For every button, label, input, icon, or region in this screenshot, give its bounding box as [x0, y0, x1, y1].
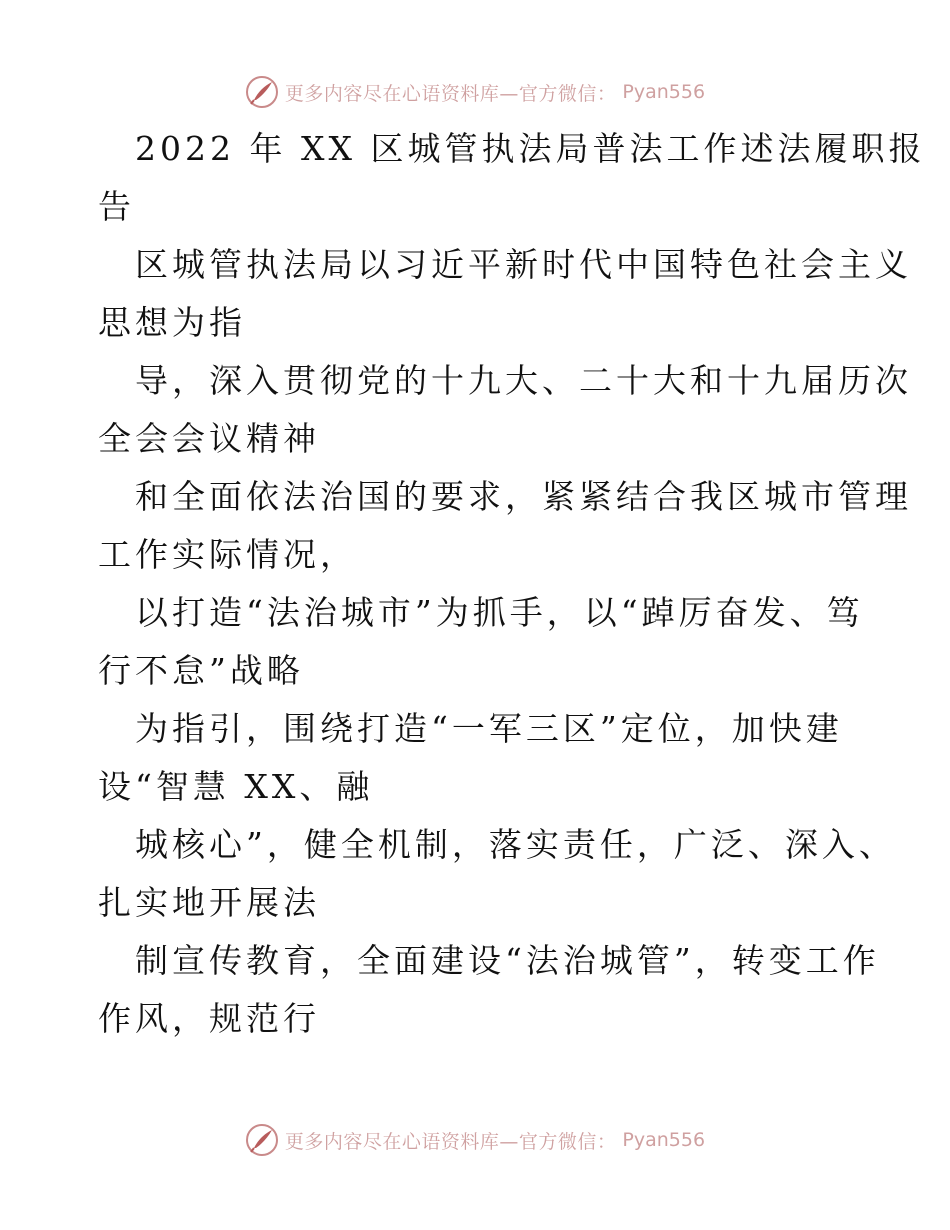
paragraph-line: 设“智慧 XX、融 — [98, 767, 374, 806]
paragraph-line: 以打造“法治城市”为抓手，以“踔厉奋发、笃 — [135, 593, 864, 632]
quill-logo-icon — [245, 1123, 279, 1157]
watermark-text: 更多内容尽在心语资料库—官方微信： — [284, 82, 617, 105]
document-body — [98, 120, 926, 1048]
footer-watermark — [0, 1120, 950, 1160]
paragraph-line: 行不怠”战略 — [98, 651, 304, 690]
title-line-2: 告 — [98, 187, 135, 226]
watermark-text: 更多内容尽在心语资料库—官方微信： — [284, 1130, 617, 1153]
paragraph-line: 城核心”，健全机制，落实责任，广泛、深入、 — [135, 825, 896, 864]
paragraph-line: 工作实际情况， — [98, 535, 357, 574]
paragraph-line: 为指引，围绕打造“一军三区”定位，加快建 — [135, 709, 843, 748]
paragraph-line: 和全面依法治国的要求，紧紧结合我区城市管理 — [135, 477, 912, 516]
paragraph-line: 制宣传教育，全面建设“法治城管”，转变工作 — [135, 941, 880, 980]
quill-logo-icon — [245, 75, 279, 109]
paragraph-line: 导，深入贯彻党的十九大、二十大和十九届历次 — [135, 361, 912, 400]
paragraph-line: 扎实地开展法 — [98, 883, 320, 922]
paragraph-line: 区城管执法局以习近平新时代中国特色社会主义 — [135, 245, 912, 284]
paragraph-line: 作风，规范行 — [98, 999, 320, 1038]
paragraph-line: 思想为指 — [98, 303, 246, 342]
watermark-id: Pyan556 — [622, 81, 706, 103]
paragraph-line: 全会会议精神 — [98, 419, 320, 458]
watermark-id: Pyan556 — [622, 1129, 706, 1151]
header-watermark — [0, 72, 950, 112]
title-line-1: 2022 年 XX 区城管执法局普法工作述法履职报 — [135, 129, 926, 168]
